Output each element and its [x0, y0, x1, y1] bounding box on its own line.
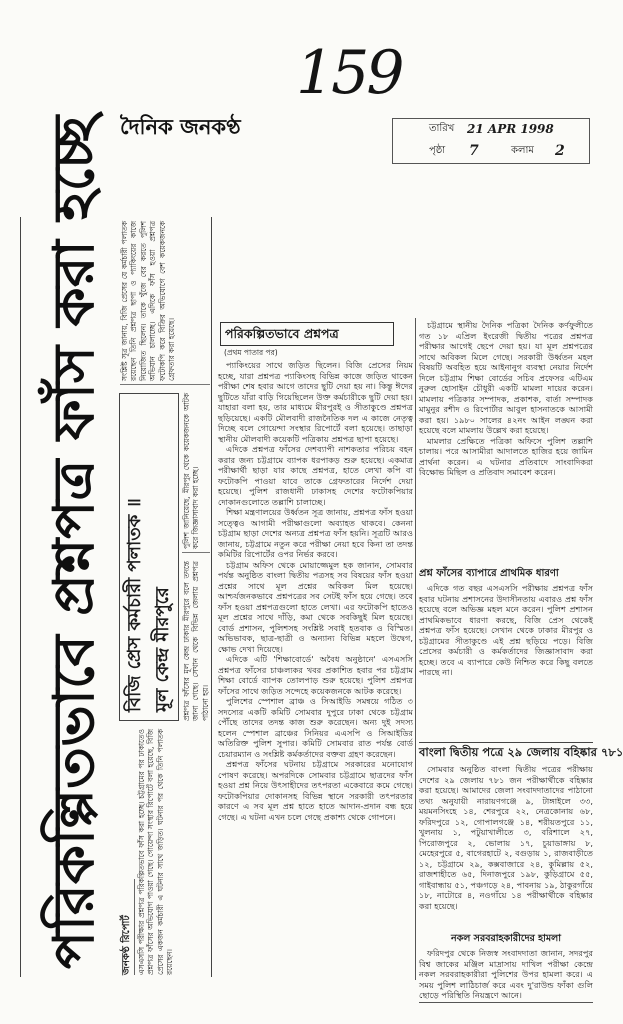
body-paragraph: এদিকে গত বছর এসএসসি পরীক্ষায় প্রশ্নপত্র ফাঁস হবার ঘটনায় প্রশাসনের উদাসীনতায় এবারও প্রশ্ন ফাঁস হয়েছে বলে অভিজ্ঞ মহল মনে করেন। পুলিশ প্রশাসন প্রাথমিকভাবে ধারণা করছে, বিজি প্রেস থেকেই প্রশ্নপত্র ফাঁস হয়েছে। সেখান থেকে ঢাকার মীরপুর ও চট্টগ্রামের সীতাকুণ্ডে এই প্রশ্ন ছড়িয়ে পড়ে। বিজি প্রেসের কর্মচারী ও কর্মকর্তাদের জিজ্ঞাসাবাদ করা হচ্ছে। তবে এ ব্যাপারে কেউ নিশ্চিত করে কিছু বলতে পারছে না। [419, 583, 593, 677]
side-block-4 [419, 948, 593, 1003]
stamp-column-label: কলাম [511, 145, 534, 156]
stamp-date-label: তারিখ [429, 123, 455, 134]
front-column-4 [120, 221, 210, 385]
front-paragraph: সংশ্লিষ্ট সূত্র জানায়, বিজি প্রেসের যে কর্মচারী পলাতক রয়েছেন তিনি প্রশ্নপত্র ছাপা ও প্যাকিংয়ের কাজে নিয়োজিত ছিলেন। তাকে খুঁজে বের করতে পুলিশ অভিযান চালাচ্ছে। এদিকে ফাঁস হওয়া প্রশ্নপত্র ফটোকপি করে বিক্রির অভিযোগে বেশ কয়েকজনকে গ্রেফতার করা হয়েছে। [120, 221, 177, 381]
front-column-3 [182, 393, 210, 553]
front-paragraph: পুলিশ জানিয়েছে, মীরপুর থেকে কয়েকজনকে আটক করে জিজ্ঞাসাবাদ করা হচ্ছে। [182, 393, 201, 549]
front-paragraph: প্রশ্নপত্র ফাঁসের মূল কেন্দ্র ঢাকার মীরপুরে বলে তদন্তে জানা গেছে। সেখান থেকে বিভিন্ন জেলায় প্রশ্নপত্র পাঠানো হয়। [182, 561, 210, 721]
body-paragraph: ফরিদপুর থেকে নিজস্ব সংবাদদাতা জানান, সদরপুর বিশ্ব জাকের মঞ্জিল মাদ্রাসায় দাখিল পরীক্ষা কেন্দ্রে নকল সরবরাহকারীরা পুলিশের উপর হামলা করে। এ সময় পুলিশ লাঠিচার্জ করে এবং দু'রাউন্ড ফাঁকা গুলি ছোড়ে পরিস্থিতি নিয়ন্ত্রণে আনে। [419, 948, 593, 1000]
handwritten-file-number: 159 [296, 38, 402, 108]
front-column-1 [137, 729, 209, 975]
body-paragraph: পুলিশের স্পেশাল ব্রাঞ্চ ও সিআইডি সমন্বয়ে গঠিত ৩ সদস্যের একটি কমিটি সোমবার দুপুরে ঢাকা থেকে চট্টগ্রাম পৌঁছে তাদের তদন্ত কাজ শুরু করেছেন। অন্য দুই সদস্য হলেন স্পেশাল ব্রাঞ্চের সিনিয়র এএসপি ও সিআইডির অতিরিক্ত পুলিশ সুপার। কমিটি সোমবার রাত পর্যন্ত বোর্ড চেয়ারম্যান ও সংশ্লিষ্ট কর্মকর্তাদের বক্তব্য গ্রহণ করেছেন। [218, 696, 413, 759]
body-paragraph: শিক্ষা মন্ত্রণালয়ের উর্ধ্বতন সূত্র জানায়, প্রশ্নপত্র ফাঁস হওয়া সত্ত্বেও আগামী পরীক্ষাগুলো অব্যাহত থাকবে। কেননা চট্টগ্রাম ছাড়া দেশের অন্যত্র প্রশ্নপত্র ফাঁস হয়নি। সূত্রটি আরও জানায়, চট্টগ্রামে নতুন করে পরীক্ষা নেয়া হবে কিনা তা তদন্ত কমিটির রিপোর্টের ওপর নির্ভর করবে। [218, 507, 413, 559]
body-paragraph: সোমবার অনুষ্ঠিত বাংলা দ্বিতীয় পত্রের পরীক্ষায় দেশের ২৯ জেলায় ৭৮১ জন পরীক্ষার্থীকে বহিষ্কার করা হয়েছে। আমাদের জেলা সংবাদদাতাদের পাঠানো তথ্য অনুযায়ী নারায়ণগঞ্জে ৯, টাঙ্গাইলে ৩৩, ময়মনসিংহে ১৪, শেরপুরে ২২, নেত্রকোনায় ৬৮, ফরিদপুরে ১২, গোপালগঞ্জে ১৪, শরীয়তপুরে ১১, খুলনায় ১, পটুয়াখালীতে ৩, বরিশালে ২৭, পিরোজপুরে ২, ভোলায় ১৭, চুয়াডাঙ্গায় ৮, মেহেরপুরে ৫, বাগেরহাটে ২, বগুড়ায় ১, রাজবাড়ীতে ১২, চট্টগ্রামে ২৯, কক্সবাজারে ২৪, কুমিল্লায় ৫২, রাজশাহীতে ৬৫, দিনাজপুরে ১৯৮, কুড়িগ্রামে ৫৫, গাইবান্ধায় ৫১, পঞ্চগড়ে ২৪, পাবনায় ১৯, ঠাকুরগাঁয়ে ১৮, নাটোরে ৪, নওগাঁয়ে ১৪ পরীক্ষার্থীকে বহিষ্কার করা হয়েছে। [419, 764, 593, 911]
body-paragraph: এদিকে প্রশ্নপত্র ফাঁসের দেশব্যাপী নাশকতার পরিচয় বহন করার জন্য চট্টগ্রামে ব্যাপক ধরপাকড় শুরু হয়েছে। একমাত্র পরীক্ষার্থী ছাড়া যার কাছে প্রশ্নপত্র, হাতে লেখা কপি বা ফটোকপি পাওয়া যাবে তাকে গ্রেফতারের নির্দেশ দেয়া হয়েছে। পুলিশ রাজধানী ঢাকাসহ দেশের ফটোকপিয়ার দোকানগুলোতে তল্লাশি চালাচ্ছে। [218, 444, 413, 507]
body-paragraph: এদিকে এটি 'শিক্ষাবোর্ডে' অবৈধ অনুষ্ঠানে' এসএসসি প্রশ্নপত্র ফাঁসের চাঞ্চল্যকর খবর প্রকাশিত হবার পর চট্টগ্রাম শিক্ষা বোর্ডে ব্যাপক তোলপাড় শুরু হয়েছে। পুলিশ প্রশ্নপত্র ফাঁসের সাথে জড়িত সন্দেহে কয়েকজনকে আটক করেছে। [218, 654, 413, 696]
front-paragraph: এসএসসি পরীক্ষার প্রশ্নপত্র পরিকল্পিতভাবে ফাঁস করা হচ্ছে। চট্টগ্রামের পর ঢাকাতেও প্রশ্নপত্র ফাঁসের অভিযোগ পাওয়া গেছে। গোয়েন্দা সংস্থার রিপোর্টে বলা হয়েছে, বিজি প্রেসের একজন কর্মচারী এ ঘটনার সাথে জড়িত। ঘটনার পর থেকে তিনি পলাতক রয়েছেন। [137, 729, 175, 975]
side-block-1 [419, 320, 593, 564]
continuation-title: পরিকল্পিতভাবে প্রশ্নপত্র [220, 322, 394, 346]
stamp-page: 7 [469, 143, 479, 159]
stamp-date: 21 APR 1998 [467, 122, 554, 136]
side-block-3 [419, 764, 593, 930]
column-divider [415, 318, 416, 980]
front-subheadline-1: বিজি প্রেস কর্মচারী পলাতক ॥ [124, 498, 145, 712]
continuation-jump-line: (প্রথম পাতার পর) [224, 348, 278, 357]
side-heading-expulsions: বাংলা দ্বিতীয় পত্রে ২৯ জেলায় বহিষ্কার ৭৮১ [419, 742, 593, 762]
front-subheadline-box [119, 393, 179, 721]
front-byline: জনকণ্ঠ রিপোর্ট [120, 879, 135, 975]
continuation-body [218, 360, 413, 976]
body-paragraph: প্রশ্নপত্র ফাঁসের ঘটনায় চট্টগ্রামে সরকারের মনোযোগ পোষণ করেছে। অপরদিকে সোমবার চট্টগ্রামে ছাত্রদের ফাঁস হওয়া প্রশ্ন নিয়ে উৎসাহীদের তৎপরতা একেবারে কমে গেছে। ফটোকপিয়ার দোকানসহ বিভিন্ন স্থানে সরকারী তৎপরতার কারণে এ সব মূল প্রশ্ন হাতে হাতে আদান-প্রদান বন্ধ হয়ে গেছে। এ ঘটনা এখন চলে গেছে প্রকাশ্য থেকে গোপনে। [218, 759, 413, 822]
body-paragraph: মামলার প্রেক্ষিতে পত্রিকা অফিসে পুলিশ তল্লাশি চালায়। পরে আসামীরা আদালতে হাজির হয়ে জামিন প্রার্থনা করেন। এ ঘটনার প্রতিবাদে সাংবাদিকরা বিক্ষোভ মিছিল ও প্রতিবাদ সমাবেশ করেন। [419, 435, 593, 477]
side-column [419, 318, 623, 1004]
body-paragraph: প্যাকিংয়ের সাথে জড়িত ছিলেন। বিজি প্রেসের নিয়ম হচ্ছে, যারা প্রশ্নপত্র প্যাকিংসহ বিভিন্ন কাজে জড়িত থাকেন পরীক্ষা শেষ হবার আগে তাদের ছুটি দেয়া হয় না। কিন্তু ঈদের ছুটিতে যাঁরা বাড়ি গিয়েছিলেন উক্ত কর্মচারীকে ছুটি দেয়া হয়। যাহারা বলা হয়, তার মাধ্যমে মীরপুরই ও সীতাকুণ্ডে প্রশ্নপত্র ছড়িয়েছে। একটি মৌলবাদী রাজনৈতিক দল এ কাজে নেতৃত্ব দিচ্ছে বলে গোয়েন্দা সংস্থার রিপোর্টে বলা হয়েছে। তাছাড়া স্থানীয় মৌলবাদী কয়েকটি পত্রিকায় প্রশ্নপত্র ছাপা হয়েছে। [218, 360, 413, 444]
continuation-column [218, 318, 413, 978]
front-column-2 [182, 561, 210, 721]
front-subheadline-2: মূল কেন্দ্র মীরপুরে [152, 587, 173, 712]
body-paragraph: চট্টগ্রাম অফিস থেকে মোয়াজ্জেমুল হক জানান, সোমবার পর্যন্ত অনুষ্ঠিত বাংলা দ্বিতীয় পত্রসহ সব বিষয়ের ফাঁস হওয়া প্রশ্নের সাথে মূল প্রশ্নের অবিকল মিল হয়েছে। আশ্চর্যজনকভাবে প্রশ্নপত্রের সব সেটই ফাঁস হয়ে গেছে। তবে ফাঁস হওয়া প্রশ্নপত্রগুলো হাতে লেখা। এর ফটোকপি হাতেও মূল প্রশ্নের সাথে দাঁড়ি, কমা থেকে সবকিছুই মিল হয়েছে। বোর্ড প্রশাসন, পুলিশসহ সংশ্লিষ্ট সবাই হতবাক ও বিস্মিত। অভিভাবক, ছাত্র-ছাত্রী ও অন্যান্য বিভিন্ন মহলে উদ্বেগ, ক্ষোভ দেখা দিয়েছে। [218, 559, 413, 654]
side-block-2 [419, 583, 593, 739]
body-paragraph: চট্টগ্রামে স্থানীয় দৈনিক পত্রিকা দৈনিক কর্ণফুলীতে গত ১৮ এপ্রিল ইংরেজী দ্বিতীয় পত্রের প্রশ্নপত্র পরীক্ষার আগেই ছেপে দেয়া হয়। যা মূল প্রশ্নপত্রের সাথে অবিকল মিলে গেছে। সরকারী উর্ধ্বতন মহল বিষয়টি অবহিত হয়ে আইনানুগ ব্যবস্থা নেয়ার নির্দেশ দিলে চট্টগ্রাম শিক্ষা বোর্ডের সচিব প্রফেসর এটিএম নুরুল হোসাইন চৌধুরী একটি মামলা দায়ের করেন। মামলায় পত্রিকার সম্পাদক, প্রকাশক, বার্তা সম্পাদক মামুনুর রশীদ ও রিপোর্টার আবুল হাসনাতকে আসামী করা হয়। ১৯৮০ সালের ৪২নং আইন লঙ্ঘন করা হয়েছে বলে মামলায় উল্লেখ করা হয়েছে। [419, 320, 593, 435]
stamp-page-label: পৃষ্ঠা [429, 145, 446, 156]
side-heading-initial-assessment: প্রশ্ন ফাঁসের ব্যাপারে প্রাথমিক ধারণা [419, 568, 559, 579]
stamp-column: 2 [555, 143, 565, 159]
date-stamp [392, 118, 590, 164]
newspaper-masthead: দৈনিক জনকণ্ঠ [120, 114, 241, 139]
side-heading-attack: নকল সরবরাহকারীদের হামলা [450, 933, 561, 944]
front-headline: পরিকল্পিতভাবে প্রশ্নপত্র ফাঁস করা হচ্ছে [41, 115, 107, 969]
